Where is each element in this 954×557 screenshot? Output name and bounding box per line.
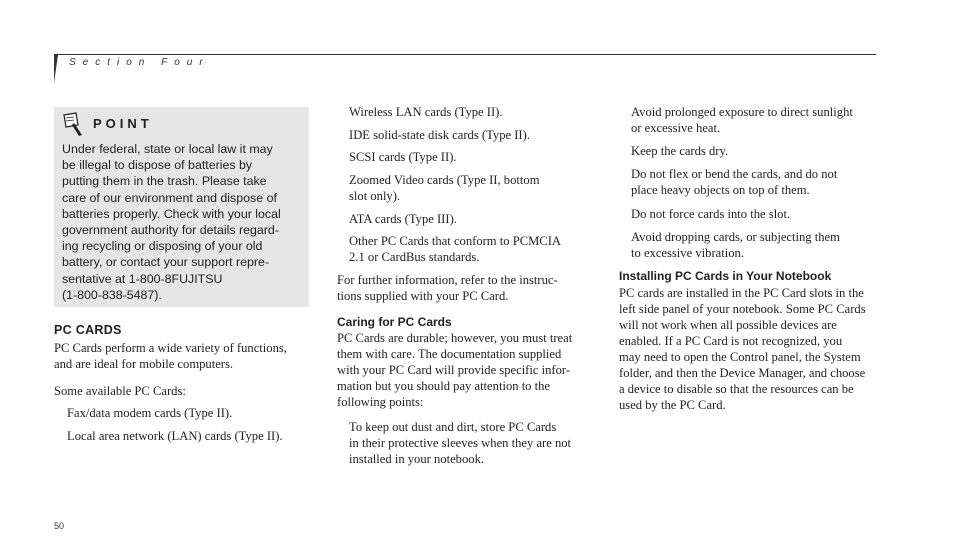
text-line: and are ideal for mobile computers. <box>54 357 234 371</box>
list-item: Wireless LAN cards (Type II). <box>349 105 503 119</box>
point-line: batteries properly. Check with your local <box>62 206 281 221</box>
text-line: to excessive vibration. <box>631 246 744 260</box>
list-item: SCSI cards (Type II). <box>349 150 457 164</box>
text-line: enabled. If a PC Card is not recognized, you <box>619 334 843 348</box>
pc-cards-heading: PC CARDS <box>54 323 122 337</box>
text-line: slot only). <box>349 189 401 203</box>
header-rule <box>54 54 876 55</box>
list-item: IDE solid-state disk cards (Type II). <box>349 128 530 142</box>
list-item <box>349 233 561 265</box>
point-line: putting them in the trash. Please take <box>62 174 267 189</box>
text-line: or excessive heat. <box>631 121 721 135</box>
text-line: will not work when all possible devices are <box>619 318 837 332</box>
point-line: government authority for details regard- <box>62 223 279 238</box>
list-item: Keep the cards dry. <box>631 144 729 158</box>
list-item: ATA cards (Type III). <box>349 212 457 226</box>
text-line: in their protective sleeves when they are not <box>349 436 572 450</box>
text-line: Avoid prolonged exposure to direct sunlight <box>631 105 853 119</box>
text-line: tions supplied with your PC Card. <box>337 289 509 303</box>
list-item <box>631 166 837 198</box>
text-line: PC Cards are durable; however, you must treat <box>337 331 573 345</box>
text-line: mation but you should pay attention to the <box>337 379 551 393</box>
pc-cards-intro <box>54 340 314 372</box>
point-line: ing recycling or disposing of your old <box>62 239 263 254</box>
page-number: 50 <box>54 521 65 531</box>
point-line: be illegal to dispose of batteries by <box>62 158 253 173</box>
text-line: folder, and then the Device Manager, and choose <box>619 366 866 380</box>
text-line: PC Cards perform a wide variety of functions, <box>54 341 287 355</box>
text-line: left side panel of your notebook. Some PC Cards <box>619 302 866 316</box>
pen-note-icon <box>62 111 84 137</box>
text-line: Do not flex or bend the cards, and do not <box>631 167 838 181</box>
text-line: 2.1 or CardBus standards. <box>349 250 480 264</box>
text-line: Zoomed Video cards (Type II, bottom <box>349 173 540 187</box>
text-line: Avoid dropping cards, or subjecting them <box>631 230 840 244</box>
list-item: Do not force cards into the slot. <box>631 207 791 221</box>
installing-text <box>619 285 876 413</box>
caring-heading: Caring for PC Cards <box>337 315 452 329</box>
text-line: Other PC Cards that conform to PCMCIA <box>349 234 561 248</box>
point-line: Under federal, state or local law it may <box>62 142 273 156</box>
text-line: To keep out dust and dirt, store PC Cards <box>349 420 557 434</box>
point-box <box>54 107 309 307</box>
text-line: may need to open the Control panel, the System <box>619 350 861 364</box>
text-line: a device to disable so that the resources can be <box>619 382 854 396</box>
text-line: with your PC Card will provide specific infor- <box>337 363 571 377</box>
point-line: (1-800-838-5487). <box>62 287 162 302</box>
text-line: them with care. The documentation supplied <box>337 347 562 361</box>
list-item <box>349 172 540 204</box>
list-item <box>631 104 853 136</box>
further-info <box>337 272 587 304</box>
available-cards-label: Some available PC Cards: <box>54 384 186 398</box>
point-line: care of our environment and dispose of <box>62 190 277 205</box>
point-line: sentative at 1-800-8FUJITSU <box>62 271 223 286</box>
text-line: PC cards are installed in the PC Card slots in the <box>619 286 864 300</box>
point-text <box>62 141 302 303</box>
caring-intro <box>337 330 592 410</box>
list-item <box>349 419 571 467</box>
list-item: Local area network (LAN) cards (Type II). <box>67 429 283 443</box>
text-line: For further information, refer to the instruc- <box>337 273 558 287</box>
section-label: Section Four <box>69 57 210 68</box>
list-item: Fax/data modem cards (Type II). <box>67 406 233 420</box>
installing-heading: Installing PC Cards in Your Notebook <box>619 269 832 283</box>
text-line: used by the PC Card. <box>619 398 726 412</box>
list-item <box>631 229 840 261</box>
text-line: place heavy objects on top of them. <box>631 183 810 197</box>
point-title: POINT <box>93 116 153 131</box>
header-tick <box>54 55 58 83</box>
point-line: battery, or contact your support repre- <box>62 255 270 270</box>
text-line: following points: <box>337 395 424 409</box>
text-line: installed in your notebook. <box>349 452 485 466</box>
